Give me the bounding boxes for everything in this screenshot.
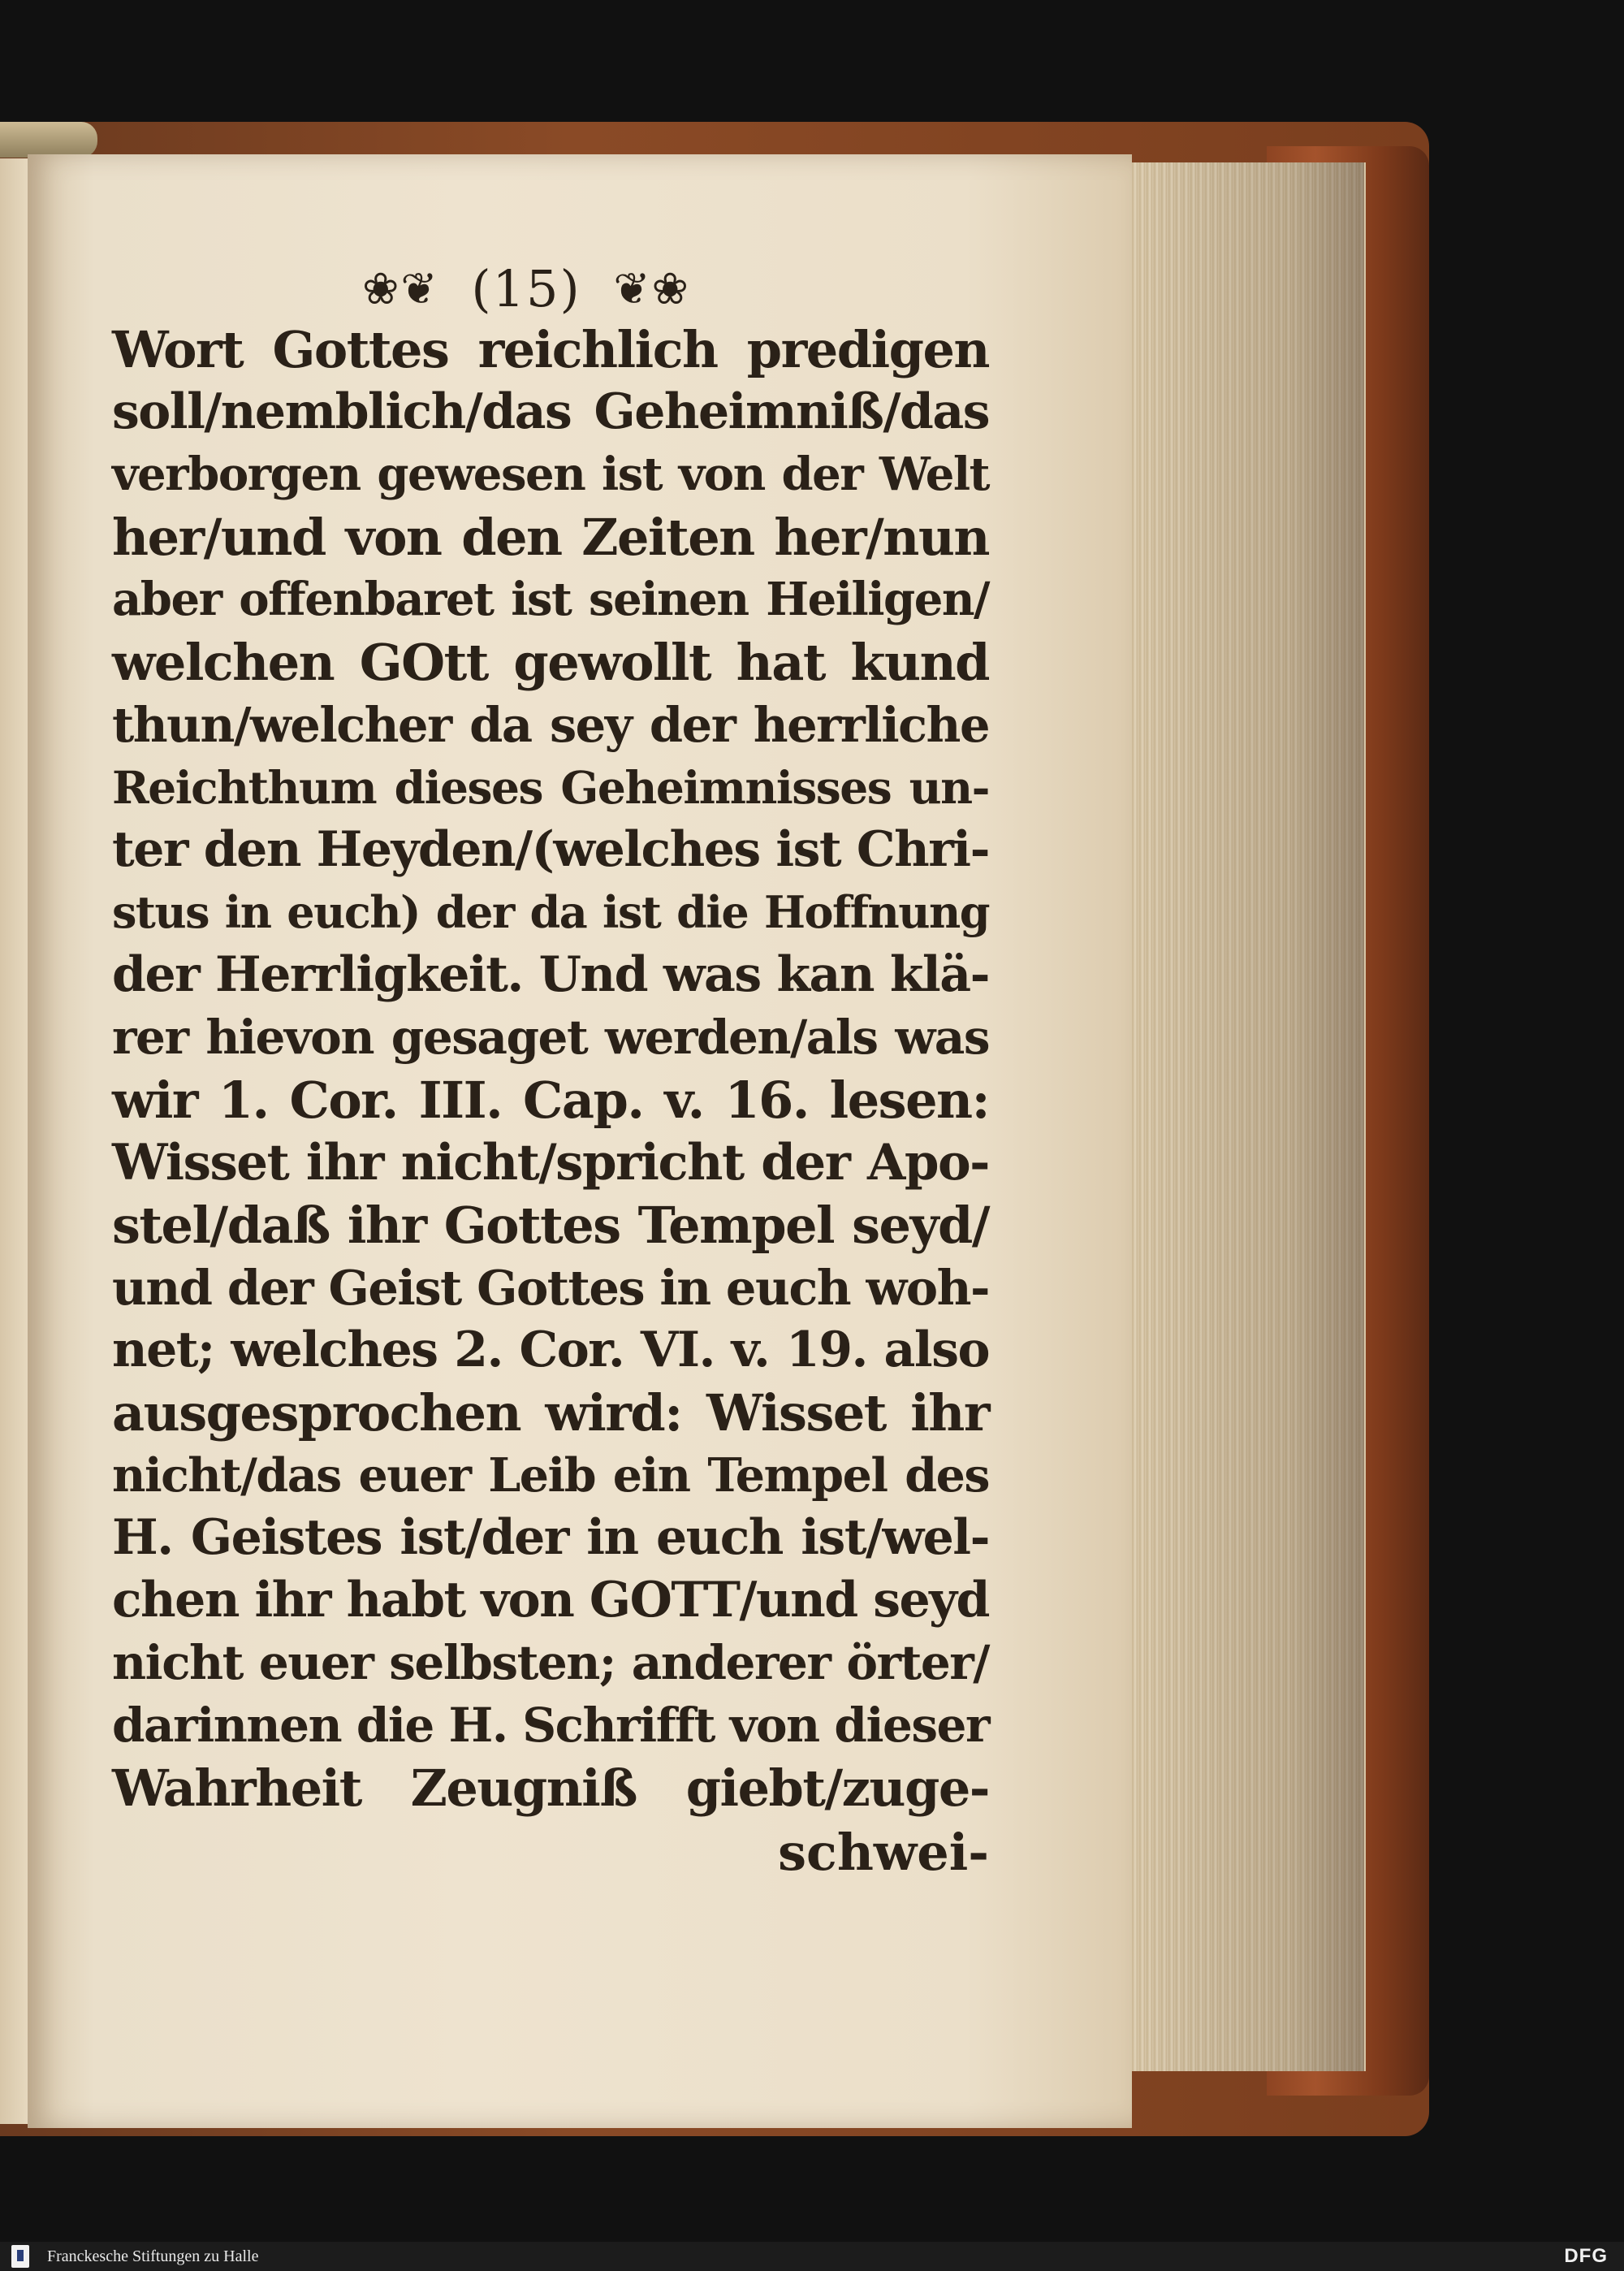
page-number: (15) <box>471 258 581 318</box>
text-line: H. Geistes ist/der in euch ist/wel- <box>112 1509 989 1566</box>
page-text <box>112 252 989 1884</box>
text-line: welchen GOtt gewollt hat kund <box>112 633 989 692</box>
text-line: verborgen gewesen ist von der Welt <box>112 448 989 501</box>
ornament-left-icon: ❀❦ <box>362 262 439 314</box>
text-line: Wort Gottes reichlich predigen <box>112 320 989 379</box>
ornament-right-icon: ❦❀ <box>613 262 690 314</box>
text-line: ter den Heyden/(welches ist Chri- <box>112 821 989 878</box>
text-line: her/und von den Zeiten her/nun <box>112 508 989 567</box>
footer-bar <box>0 2242 1624 2271</box>
text-line: stus in euch) der da ist die Hoffnung <box>112 886 989 938</box>
binding-cord <box>0 122 97 158</box>
text-line: nicht euer selbsten; anderer örter/ <box>112 1635 989 1690</box>
text-line: Reichthum dieses Geheimnisses un- <box>112 761 989 814</box>
text-line: und der Geist Gottes in euch woh- <box>112 1260 989 1316</box>
text-line: ausgesprochen wird: Wisset ihr <box>112 1383 989 1443</box>
dfg-logo: DFG <box>1564 2245 1608 2267</box>
text-line: nicht/das euer Leib ein Tempel des <box>112 1448 989 1503</box>
catchword: schwei- <box>778 1823 989 1882</box>
text-line: aber offenbaret ist seinen Heiligen/ <box>112 573 989 626</box>
text-line: soll/nemblich/das Geheimniß/das <box>112 383 989 440</box>
institution-logo-icon <box>11 2245 29 2268</box>
text-lines <box>112 318 989 1819</box>
text-line: wir 1. Cor. III. Cap. v. 16. lesen: <box>112 1071 989 1130</box>
institution-name: Franckesche Stiftungen zu Halle <box>47 2247 259 2265</box>
text-line: der Herrligkeit. Und was kan klä- <box>112 946 989 1003</box>
text-line: Wisset ihr nicht/spricht der Apo- <box>112 1134 989 1192</box>
text-line: stel/daß ihr Gottes Tempel seyd/ <box>112 1196 989 1255</box>
text-line: chen ihr habt von GOTT/und seyd <box>112 1572 989 1629</box>
text-line: darinnen die H. Schrifft von dieser <box>112 1698 989 1753</box>
page-header <box>177 252 875 318</box>
text-line: Wahrheit Zeugniß giebt/zuge- <box>112 1758 989 1818</box>
text-line: net; welches 2. Cor. VI. v. 19. also <box>112 1322 989 1378</box>
text-line: thun/welcher da sey der herrliche <box>112 697 989 753</box>
text-line: rer hievon gesaget werden/als was <box>112 1010 989 1065</box>
page-stack-shadow <box>1129 162 1364 2071</box>
